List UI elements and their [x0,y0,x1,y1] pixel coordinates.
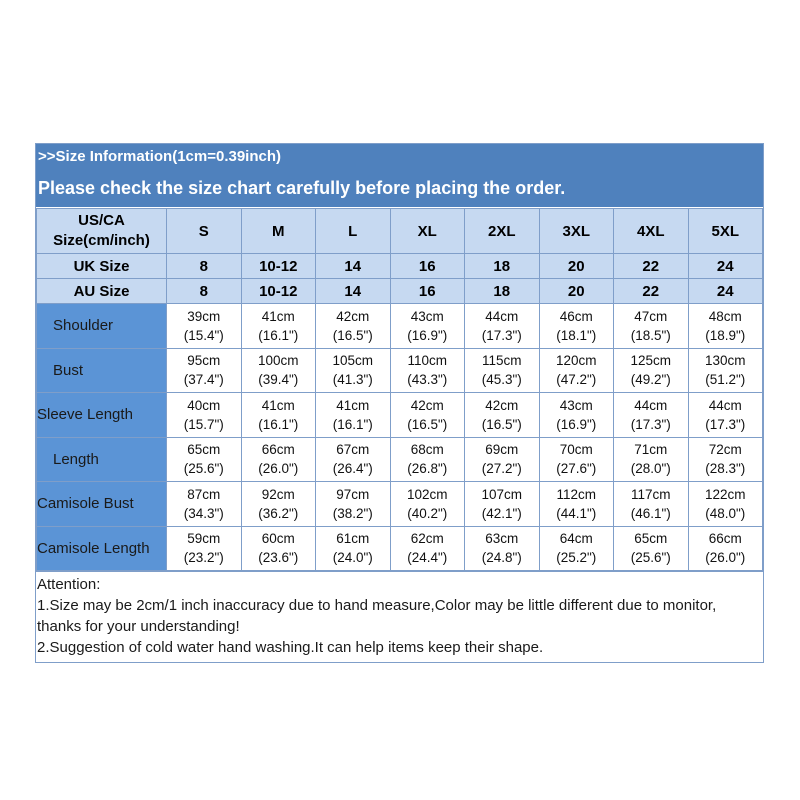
measure-cm-value: 72cm [708,442,742,458]
measure-cell [688,526,763,571]
measure-cell [465,482,540,527]
measure-cell [688,348,763,393]
measure-cm-value: 120cm [555,353,597,369]
size-header-1: M [241,209,316,254]
measure-cm-value: 100cm [257,353,299,369]
us-size-label [37,209,167,254]
measure-inch-value: (43.3") [407,372,448,388]
measure-cell [167,482,242,527]
measure-cell [465,348,540,393]
measure-inch-value: (28.0") [630,461,671,477]
measure-cell [539,526,614,571]
measure-cell [539,348,614,393]
measure-cell [390,526,465,571]
measure-cell [688,437,763,482]
measure-inch-value: (27.2") [481,461,522,477]
measure-cm-value: 130cm [704,353,746,369]
measure-row [37,348,763,393]
measure-cell [316,348,391,393]
measure-inch-value: (24.8") [481,550,522,566]
measure-inch-value: (26.4") [332,461,373,477]
measure-cell [241,393,316,438]
measure-cell [316,393,391,438]
measure-cm-value: 64cm [559,531,593,547]
uk-size-value-0: 8 [167,254,242,279]
measure-cm-value: 61cm [336,531,370,547]
measure-row [37,437,763,482]
measure-cm-value: 43cm [559,397,593,413]
measure-inch-value: (16.1") [258,416,299,432]
measure-cell [688,304,763,349]
measure-inch-value: (26.0") [705,550,746,566]
measure-cell [241,482,316,527]
measure-cell [316,482,391,527]
measure-inch-value: (40.2") [407,505,448,521]
measure-cm-value: 122cm [704,486,746,502]
measure-cell [614,304,689,349]
measure-cm-value: 68cm [410,442,444,458]
measure-row [37,393,763,438]
uk-size-value-1: 10-12 [241,254,316,279]
measure-cell [241,526,316,571]
measure-cm-value: 71cm [634,442,668,458]
measure-cm-value: 69cm [485,442,519,458]
measure-inch-value: (16.5") [407,416,448,432]
measure-label: Length [37,437,167,482]
measure-inch-value: (25.6") [630,550,671,566]
measure-cell [241,437,316,482]
measure-inch-value: (16.9") [556,416,597,432]
measure-inch-value: (23.6") [258,550,299,566]
measure-cell [539,393,614,438]
measure-cm-value: 70cm [559,442,593,458]
measure-inch-value: (47.2") [556,372,597,388]
measure-cm-value: 95cm [187,353,221,369]
au-size-value-5: 20 [539,279,614,304]
measure-inch-value: (37.4") [183,372,224,388]
measure-row [37,482,763,527]
measure-cm-value: 110cm [407,353,448,369]
measure-cm-value: 60cm [261,531,295,547]
measure-cm-value: 44cm [708,397,742,413]
measure-cell [465,526,540,571]
measure-cm-value: 42cm [336,308,370,324]
uk-size-value-4: 18 [465,254,540,279]
size-header-4: 2XL [465,209,540,254]
measure-inch-value: (48.0") [705,505,746,521]
au-size-value-7: 24 [688,279,763,304]
au-size-value-2: 14 [316,279,391,304]
size-check-warning: Please check the size chart carefully before placing the order. [38,178,566,198]
measure-inch-value: (49.2") [630,372,671,388]
measure-inch-value: (25.6") [183,461,224,477]
measure-cell [390,348,465,393]
au-size-value-3: 16 [390,279,465,304]
measure-cm-value: 67cm [336,442,370,458]
measure-cell [167,437,242,482]
measure-inch-value: (16.1") [258,327,299,343]
uk-size-value-7: 24 [688,254,763,279]
uk-size-value-6: 22 [614,254,689,279]
measure-inch-value: (24.0") [332,550,373,566]
au-size-row [37,279,763,304]
measure-cell [614,437,689,482]
size-chart [35,143,764,663]
measure-inch-value: (23.2") [183,550,224,566]
measure-cell [316,437,391,482]
size-header-0: S [167,209,242,254]
measure-inch-value: (46.1") [630,505,671,521]
measure-cm-value: 43cm [410,308,444,324]
measure-inch-value: (17.3") [630,416,671,432]
measure-inch-value: (39.4") [258,372,299,388]
measure-cell [241,348,316,393]
measure-cm-value: 92cm [261,486,295,502]
measure-cm-value: 115cm [481,353,522,369]
au-size-label: AU Size [37,279,167,304]
uk-size-label: UK Size [37,254,167,279]
measure-cm-value: 125cm [630,353,672,369]
uk-size-value-3: 16 [390,254,465,279]
attention-note-1-cont: thanks for your understanding! [37,618,240,635]
measure-inch-value: (45.3") [481,372,522,388]
au-size-value-1: 10-12 [241,279,316,304]
measure-inch-value: (15.4") [183,327,224,343]
attention-note-2: 2.Suggestion of cold water hand washing.It can help items keep their shape. [37,639,544,656]
size-header-5: 3XL [539,209,614,254]
measure-inch-value: (16.5") [332,327,373,343]
measure-cell [241,304,316,349]
measure-cm-value: 59cm [187,531,221,547]
measure-label: Camisole Bust [37,482,167,527]
measure-cm-value: 48cm [708,308,742,324]
measure-cell [614,526,689,571]
measure-cell [316,304,391,349]
measure-cell [390,304,465,349]
measure-cell [614,482,689,527]
measure-cm-value: 39cm [187,308,221,324]
attention-title: Attention: [37,576,101,593]
measure-cell [539,482,614,527]
measure-cell [316,526,391,571]
uk-size-value-2: 14 [316,254,391,279]
measure-cm-value: 65cm [187,442,221,458]
measure-inch-value: (27.6") [556,461,597,477]
measure-cell [539,437,614,482]
measure-cell [390,437,465,482]
measure-cm-value: 44cm [634,397,668,413]
uk-size-row [37,254,763,279]
uk-size-value-5: 20 [539,254,614,279]
measure-inch-value: (17.3") [481,327,522,343]
measure-cm-value: 105cm [332,353,374,369]
measure-inch-value: (15.7") [183,416,224,432]
measure-cell [539,304,614,349]
measure-inch-value: (42.1") [481,505,522,521]
measure-cm-value: 41cm [261,397,295,413]
attention-notes [36,571,763,662]
measure-label: Shoulder [37,304,167,349]
au-size-value-6: 22 [614,279,689,304]
measure-cell [614,393,689,438]
size-header-7: 5XL [688,209,763,254]
measure-label: Bust [37,348,167,393]
measure-cm-value: 117cm [630,486,671,502]
measure-cell [390,482,465,527]
measure-cell [614,348,689,393]
measure-cm-value: 47cm [634,308,668,324]
us-size-label-line2: Size(cm/inch) [53,232,150,249]
measure-cm-value: 66cm [708,531,742,547]
measure-cell [688,393,763,438]
measure-cm-value: 41cm [261,308,295,324]
measure-cm-value: 41cm [336,397,370,413]
size-info-title: >>Size Information(1cm=0.39inch) [38,148,281,165]
measure-inch-value: (18.5") [630,327,671,343]
measure-cm-value: 62cm [410,531,444,547]
measure-cell [465,304,540,349]
au-size-value-0: 8 [167,279,242,304]
measure-inch-value: (25.2") [556,550,597,566]
measure-inch-value: (17.3") [705,416,746,432]
measure-cell [167,304,242,349]
measure-inch-value: (26.8") [407,461,448,477]
measure-cm-value: 44cm [485,308,519,324]
size-info-banner [36,144,763,208]
measure-cm-value: 63cm [485,531,519,547]
size-header-2: L [316,209,391,254]
measure-inch-value: (38.2") [332,505,373,521]
measure-cell [465,437,540,482]
measure-inch-value: (28.3") [705,461,746,477]
size-table [36,208,763,571]
measure-cell [465,393,540,438]
measure-inch-value: (16.9") [407,327,448,343]
measure-cm-value: 107cm [481,486,523,502]
measure-cm-value: 87cm [187,486,221,502]
measure-cell [167,348,242,393]
measure-inch-value: (44.1") [556,505,597,521]
measure-cm-value: 42cm [410,397,444,413]
us-size-row [37,209,763,254]
measure-inch-value: (36.2") [258,505,299,521]
measure-label: Camisole Length [37,526,167,571]
measure-inch-value: (18.9") [705,327,746,343]
measure-cm-value: 40cm [187,397,221,413]
measure-inch-value: (41.3") [332,372,373,388]
measure-inch-value: (16.1") [332,416,373,432]
measure-cell [167,526,242,571]
measure-cm-value: 42cm [485,397,519,413]
us-size-label-line1: US/CA [78,212,125,229]
attention-note-1: 1.Size may be 2cm/1 inch inaccuracy due to hand measure,Color may be little different due to monitor, [37,597,717,614]
measure-inch-value: (51.2") [705,372,746,388]
measure-inch-value: (26.0") [258,461,299,477]
measure-cm-value: 66cm [261,442,295,458]
measure-cm-value: 112cm [556,486,597,502]
measure-cell [167,393,242,438]
measure-cm-value: 97cm [336,486,370,502]
measure-cm-value: 46cm [559,308,593,324]
measure-inch-value: (18.1") [556,327,597,343]
measure-cell [688,482,763,527]
measure-inch-value: (24.4") [407,550,448,566]
measure-inch-value: (34.3") [183,505,224,521]
size-header-6: 4XL [614,209,689,254]
measure-row [37,304,763,349]
size-header-3: XL [390,209,465,254]
measure-cm-value: 65cm [634,531,668,547]
measure-cm-value: 102cm [406,486,448,502]
au-size-value-4: 18 [465,279,540,304]
measure-inch-value: (16.5") [481,416,522,432]
measure-cell [390,393,465,438]
measure-row [37,526,763,571]
measure-label: Sleeve Length [37,393,167,438]
